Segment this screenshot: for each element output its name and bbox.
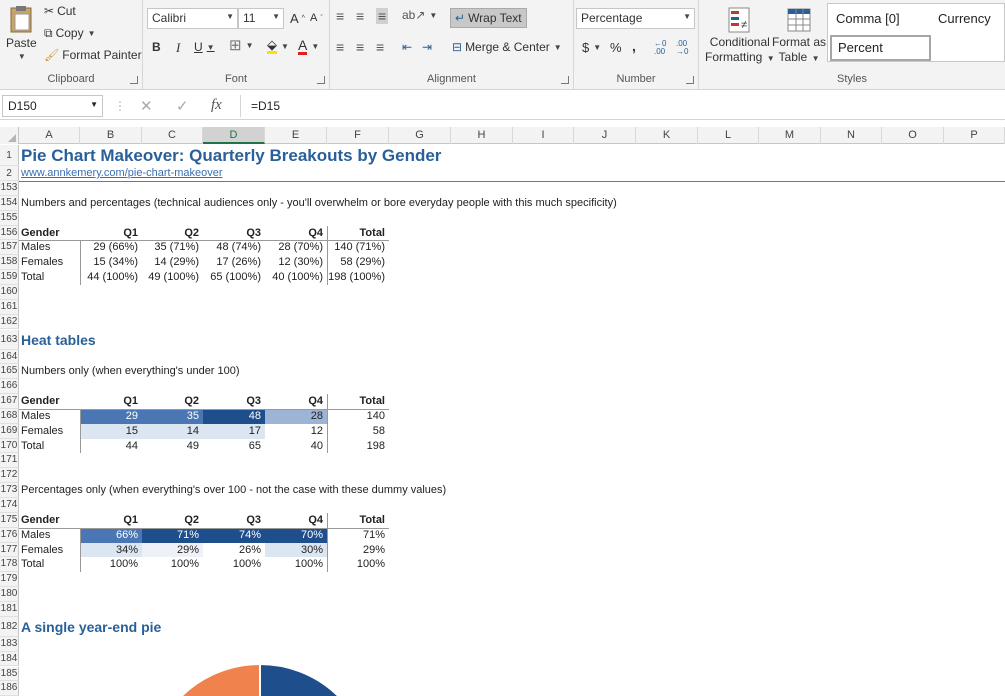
table-counts-percent-cell: 58 (29%) — [340, 256, 385, 269]
heat-table-numbers-header: Gender — [21, 395, 60, 408]
table-counts-percent-cell: 44 (100%) — [87, 271, 138, 284]
row-header-184[interactable]: 184 — [0, 652, 19, 667]
table-counts-percent-header: Gender — [21, 226, 60, 239]
chevron-down-icon: ▼ — [593, 43, 602, 52]
heat-table-percent-cell: 70% — [265, 528, 327, 543]
heat-table-numbers-cell: Total — [21, 439, 45, 452]
decrease-indent-button[interactable]: ⇤ — [402, 40, 413, 54]
column-header-b[interactable]: B — [80, 127, 142, 144]
heat-table-numbers-cell: 29 — [80, 409, 142, 424]
dialog-launcher-icon[interactable] — [561, 76, 569, 84]
row-header-164[interactable]: 164 — [0, 350, 19, 365]
cell-styles-gallery — [827, 3, 1005, 62]
heat-table-percent-cell: Males — [21, 528, 51, 541]
chevron-down-icon: ▼ — [683, 12, 691, 21]
sheet-title: Pie Chart Makeover: Quarterly Breakouts by Gender — [21, 146, 442, 165]
row-header-186[interactable]: 186 — [0, 681, 19, 696]
formatting-label: Formatting — [705, 50, 763, 64]
table-counts-percent-cell: 28 (70%) — [278, 241, 323, 254]
heat-table-numbers-cell: 65 — [248, 439, 261, 452]
format-as-table-button[interactable] — [772, 6, 826, 64]
percent-style-button[interactable]: % — [610, 40, 622, 55]
heat-table-percent-header: Q4 — [308, 513, 323, 526]
column-headers — [0, 127, 1005, 144]
align-center-button[interactable]: ≡ — [356, 39, 365, 55]
format-painter-button[interactable] — [44, 48, 142, 62]
increase-font-button[interactable]: A ^ — [290, 11, 305, 26]
chevron-down-icon: ▼ — [429, 10, 438, 20]
row-header-180[interactable]: 180 — [0, 587, 19, 602]
heat-table-numbers-cell: 15 — [80, 424, 142, 439]
insert-function-icon[interactable]: fx — [211, 97, 222, 113]
heat-table-numbers-header: Q3 — [246, 395, 261, 408]
column-header-i[interactable]: I — [513, 127, 574, 144]
wrap-text-label: Wrap Text — [468, 11, 522, 25]
svg-text:≠: ≠ — [740, 19, 747, 31]
chevron-down-icon: ▼ — [245, 41, 254, 50]
heat-table-numbers-cell: 17 — [203, 424, 265, 439]
select-all-button[interactable] — [0, 127, 19, 144]
borders-button[interactable] — [229, 38, 254, 53]
note-percentages-only: Percentages only (when everything's over 100 - not the case with these dummy values) — [21, 484, 447, 497]
table-counts-percent-cell: 49 (100%) — [148, 271, 199, 284]
copy-button[interactable] — [44, 26, 96, 40]
row-header-170[interactable]: 170 — [0, 439, 19, 454]
brush-icon: 🖌 — [44, 48, 60, 62]
heat-table-numbers-cell: Males — [21, 409, 51, 422]
format-as-table-icon — [785, 6, 813, 34]
heat-table-percent-header: Q2 — [184, 513, 199, 526]
table-label: Table — [778, 50, 808, 64]
alignment-group — [330, 0, 574, 90]
heat-tables-title: Heat tables — [21, 331, 96, 348]
dialog-launcher-icon[interactable] — [130, 76, 138, 84]
row-header-167[interactable]: 167 — [0, 394, 19, 409]
table-counts-percent-cell: 15 (34%) — [93, 256, 138, 269]
font-name-select[interactable] — [147, 8, 238, 29]
heat-table-percent-cell: 100% — [109, 558, 138, 571]
wrap-text-button[interactable] — [450, 8, 527, 28]
row-header-161[interactable]: 161 — [0, 300, 19, 315]
chevron-down-icon: ▼ — [17, 52, 26, 61]
pie-title: A single year-end pie — [21, 618, 162, 635]
note-numbers-only: Numbers only (when everything's under 100) — [21, 365, 240, 378]
merge-center-label: Merge & Center — [465, 40, 550, 54]
row-header-181[interactable]: 181 — [0, 602, 19, 617]
chevron-down-icon: ▼ — [766, 54, 775, 63]
dialog-launcher-icon[interactable] — [686, 76, 694, 84]
copy-label: Copy — [55, 26, 84, 40]
row-header-153[interactable]: 153 — [0, 181, 19, 196]
name-box-value: D150 — [8, 99, 37, 113]
column-header-k[interactable]: K — [636, 127, 698, 144]
paste-button[interactable] — [6, 4, 37, 61]
row-header-154[interactable]: 154 — [0, 196, 19, 211]
comma-style-button[interactable]: , — [632, 38, 636, 54]
alignment-group-label: Alignment — [427, 73, 476, 85]
heat-table-percent-cell: Females — [21, 543, 64, 556]
heat-table-percent-header: Total — [359, 513, 385, 526]
font-color-button[interactable] — [298, 38, 319, 55]
column-header-p[interactable]: P — [944, 127, 1005, 144]
heat-table-numbers-total-rule — [327, 394, 328, 453]
heat-table-numbers-cell: 35 — [142, 409, 203, 424]
column-header-c[interactable]: C — [142, 127, 203, 144]
clipboard-group-label: Clipboard — [47, 73, 95, 85]
table-counts-percent-cell: 35 (71%) — [154, 241, 199, 254]
table-counts-percent-cell: 17 (26%) — [216, 256, 261, 269]
row-header-174[interactable]: 174 — [0, 498, 19, 513]
heat-table-percent-cell: 30% — [265, 543, 327, 558]
column-header-e[interactable]: E — [265, 127, 327, 144]
column-header-j[interactable]: J — [574, 127, 636, 144]
format-as-label: Format as — [772, 35, 827, 49]
increase-indent-button[interactable]: ⇥ — [422, 40, 433, 54]
column-header-n[interactable]: N — [821, 127, 882, 144]
row-header-183[interactable]: 183 — [0, 637, 19, 652]
column-header-m[interactable]: M — [759, 127, 821, 144]
formula-value: =D15 — [251, 99, 281, 113]
font-group-label: Font — [224, 73, 247, 85]
heat-table-numbers-cell: 40 — [310, 439, 323, 452]
row-header-165[interactable]: 165 — [0, 364, 19, 379]
row-header-162[interactable]: 162 — [0, 315, 19, 330]
currency-symbol: $ — [582, 40, 590, 55]
row-header-168[interactable]: 168 — [0, 409, 19, 424]
heat-table-numbers-label-rule — [80, 409, 81, 454]
row-header-2[interactable]: 2 — [0, 166, 19, 181]
heat-table-percent-header-rule — [19, 528, 389, 529]
row-header-172[interactable]: 172 — [0, 468, 19, 483]
row-header-163[interactable]: 163 — [0, 330, 19, 350]
row-header-171[interactable]: 171 — [0, 453, 19, 468]
heat-table-numbers-header: Q4 — [308, 395, 323, 408]
table-counts-percent-cell: 40 (100%) — [272, 271, 323, 284]
heat-table-percent-header: Gender — [21, 513, 60, 526]
heat-table-percent-cell: 100% — [232, 558, 261, 571]
chevron-down-icon: ▼ — [281, 41, 289, 51]
row-header-166[interactable]: 166 — [0, 379, 19, 394]
table-counts-percent-cell: 65 (100%) — [210, 271, 261, 284]
style-comma0[interactable]: Comma [0] — [836, 11, 900, 26]
paste-label: Paste — [6, 36, 37, 50]
heat-table-percent-cell: 71% — [362, 528, 385, 541]
row-header-185[interactable]: 185 — [0, 667, 19, 682]
clipboard-icon — [6, 4, 36, 34]
heat-table-numbers-cell: 48 — [203, 409, 265, 424]
table-counts-percent-header: Total — [359, 226, 385, 239]
styles-group — [699, 0, 1005, 90]
heat-table-percent-total-rule — [327, 513, 328, 572]
formula-input[interactable] — [240, 95, 1003, 117]
heat-table-percent-cell: 29% — [142, 543, 203, 558]
align-middle-button[interactable]: ≡ — [356, 8, 365, 24]
table-counts-percent-cell: 14 (29%) — [154, 256, 199, 269]
style-currency[interactable]: Currency — [938, 11, 991, 26]
heat-table-numbers-cell: 14 — [142, 424, 203, 439]
table-counts-percent-header: Q4 — [308, 226, 323, 239]
align-right-button[interactable]: ≡ — [376, 39, 385, 55]
row-header-178[interactable]: 178 — [0, 557, 19, 572]
font-color-icon: A — [298, 37, 308, 53]
chevron-down-icon: ▼ — [226, 12, 234, 21]
align-left-button[interactable]: ≡ — [336, 39, 345, 55]
number-group-label: Number — [616, 73, 656, 85]
column-header-a[interactable]: A — [19, 127, 80, 144]
row-header-173[interactable]: 173 — [0, 483, 19, 498]
decrease-font-button[interactable]: A ˇ — [310, 12, 323, 24]
table-counts-percent-cell: 12 (30%) — [278, 256, 323, 269]
heat-table-percent-cell: 66% — [80, 528, 142, 543]
chevron-down-icon: ▼ — [272, 12, 280, 21]
column-header-h[interactable]: H — [451, 127, 513, 144]
chevron-down-icon: ▼ — [206, 42, 215, 52]
table-counts-percent-header-rule — [19, 240, 389, 241]
heat-table-numbers-cell: Females — [21, 424, 64, 437]
clipboard-group — [0, 0, 143, 90]
more-options-icon: ⋮ — [114, 99, 126, 113]
heat-table-numbers-cell: 44 — [125, 439, 138, 452]
chevron-down-icon: ▼ — [90, 100, 98, 109]
row-header-158[interactable]: 158 — [0, 255, 19, 270]
scissors-icon: ✂ — [44, 4, 55, 18]
format-painter-label: Format Painter — [62, 48, 142, 62]
row-header-155[interactable]: 155 — [0, 211, 19, 226]
heat-table-percent-cell: 100% — [356, 558, 385, 571]
table-counts-percent-cell: 140 (71%) — [334, 241, 385, 254]
row-header-176[interactable]: 176 — [0, 528, 19, 543]
accounting-format-button[interactable] — [582, 40, 601, 55]
heat-table-percent-header: Q1 — [123, 513, 138, 526]
style-percent[interactable]: Percent — [830, 35, 931, 61]
row-header-159[interactable]: 159 — [0, 270, 19, 285]
row-header-169[interactable]: 169 — [0, 424, 19, 439]
heat-table-numbers-header: Total — [359, 395, 385, 408]
pie-slice-males — [152, 664, 372, 696]
align-bottom-button[interactable]: ≡ — [378, 8, 387, 24]
pie-chart — [110, 656, 410, 696]
formula-bar — [0, 93, 1005, 120]
heat-table-numbers-cell: 140 — [366, 409, 385, 422]
merge-center-button[interactable] — [452, 40, 562, 54]
table-counts-percent-cell: 48 (74%) — [216, 241, 261, 254]
table-counts-percent-cell: Total — [21, 271, 45, 284]
heat-table-percent-cell: 29% — [362, 543, 385, 556]
name-box[interactable] — [2, 95, 103, 117]
increase-decimal-button[interactable]: ←0 .00 — [654, 39, 667, 56]
bold-button[interactable]: B — [152, 40, 161, 54]
pie-slice-females — [148, 664, 260, 696]
heat-table-percent-cell: 26% — [203, 543, 265, 558]
column-header-l[interactable]: L — [698, 127, 759, 144]
heat-table-numbers-cell: 198 — [366, 439, 385, 452]
heat-table-numbers-cell: 49 — [186, 439, 199, 452]
number-group — [574, 0, 699, 90]
heat-table-numbers-cell: 58 — [372, 424, 385, 437]
row-header-1[interactable]: 1 — [0, 145, 19, 166]
heat-table-percent-cell: 71% — [142, 528, 203, 543]
number-format-select[interactable] — [576, 8, 695, 29]
column-header-f[interactable]: F — [327, 127, 389, 144]
table-counts-percent-label-rule — [80, 240, 81, 285]
heat-table-percent-cell: 74% — [203, 528, 265, 543]
heat-table-numbers-cell: 12 — [265, 424, 327, 439]
font-group — [143, 0, 330, 90]
styles-group-label: Styles — [837, 73, 867, 85]
row-header-182[interactable]: 182 — [0, 617, 19, 637]
row-header-160[interactable]: 160 — [0, 285, 19, 300]
row-header-179[interactable]: 179 — [0, 572, 19, 587]
borders-icon: ⊞ — [229, 37, 242, 54]
paint-bucket-icon: ⬙ — [267, 37, 277, 52]
column-header-o[interactable]: O — [882, 127, 944, 144]
underline-label: U — [194, 40, 203, 54]
orientation-icon: ab↗ — [402, 8, 426, 22]
cut-label: Cut — [57, 4, 76, 18]
column-header-g[interactable]: G — [389, 127, 451, 144]
ribbon — [0, 0, 1005, 90]
heat-table-numbers-cell: 28 — [265, 409, 327, 424]
fill-color-button[interactable] — [267, 38, 289, 54]
heat-table-numbers-header: Q2 — [184, 395, 199, 408]
table-counts-percent-header: Q2 — [184, 226, 199, 239]
table-counts-percent-cell: Males — [21, 241, 51, 254]
heat-table-percent-header: Q3 — [246, 513, 261, 526]
merge-icon: ⊟ — [452, 40, 463, 54]
orientation-button[interactable] — [402, 9, 437, 21]
note-numbers-percentages: Numbers and percentages (technical audiences only - you'll overwhelm or bore everyday people with this much specificity) — [21, 196, 617, 209]
table-counts-percent-cell: 198 (100%) — [328, 271, 385, 284]
italic-button[interactable]: I — [176, 40, 181, 55]
conditional-label: Conditional — [709, 35, 770, 49]
table-counts-percent-header: Q1 — [123, 226, 138, 239]
column-header-d[interactable]: D — [203, 127, 265, 144]
heat-table-percent-cell: Total — [21, 558, 45, 571]
table-counts-percent-header: Q3 — [246, 226, 261, 239]
font-size-select[interactable] — [238, 8, 284, 29]
source-link[interactable]: www.annkemery.com/pie-chart-makeover — [21, 167, 223, 179]
conditional-formatting-icon — [726, 6, 754, 34]
heat-table-percent-cell: 100% — [294, 558, 323, 571]
chevron-down-icon: ▼ — [553, 42, 562, 52]
cut-button[interactable] — [44, 4, 76, 18]
enter-icon[interactable]: ✓ — [176, 98, 189, 115]
table-counts-percent-cell: Females — [21, 256, 64, 269]
align-top-button[interactable]: ≡ — [336, 8, 345, 24]
wrap-text-icon: ↵ — [455, 11, 466, 25]
copy-icon: ⧉ — [44, 26, 53, 40]
table-counts-percent-total-rule — [327, 226, 328, 285]
heat-table-percent-cell: 100% — [170, 558, 199, 571]
row-header-177[interactable]: 177 — [0, 543, 19, 558]
cancel-icon[interactable]: ✕ — [140, 98, 153, 115]
underline-button[interactable] — [194, 40, 215, 54]
row-header-156[interactable]: 156 — [0, 226, 19, 241]
heat-table-numbers-header: Q1 — [123, 395, 138, 408]
row-header-175[interactable]: 175 — [0, 513, 19, 528]
heat-table-percent-cell: 34% — [80, 543, 142, 558]
chevron-down-icon: ▼ — [87, 28, 96, 38]
heat-table-numbers-header-rule — [19, 409, 389, 410]
font-name-value: Calibri — [152, 11, 187, 25]
dialog-launcher-icon[interactable] — [317, 76, 325, 84]
decrease-decimal-button[interactable]: .00 →0 — [676, 39, 689, 56]
conditional-formatting-button[interactable] — [705, 6, 775, 64]
heat-table-percent-label-rule — [80, 528, 81, 573]
chevron-down-icon: ▼ — [811, 54, 820, 63]
row-header-157[interactable]: 157 — [0, 240, 19, 255]
font-size-value: 11 — [243, 11, 256, 25]
number-format-value: Percentage — [581, 11, 643, 25]
table-counts-percent-cell: 29 (66%) — [93, 241, 138, 254]
section-divider — [19, 181, 1005, 182]
chevron-down-icon: ▼ — [311, 42, 320, 51]
